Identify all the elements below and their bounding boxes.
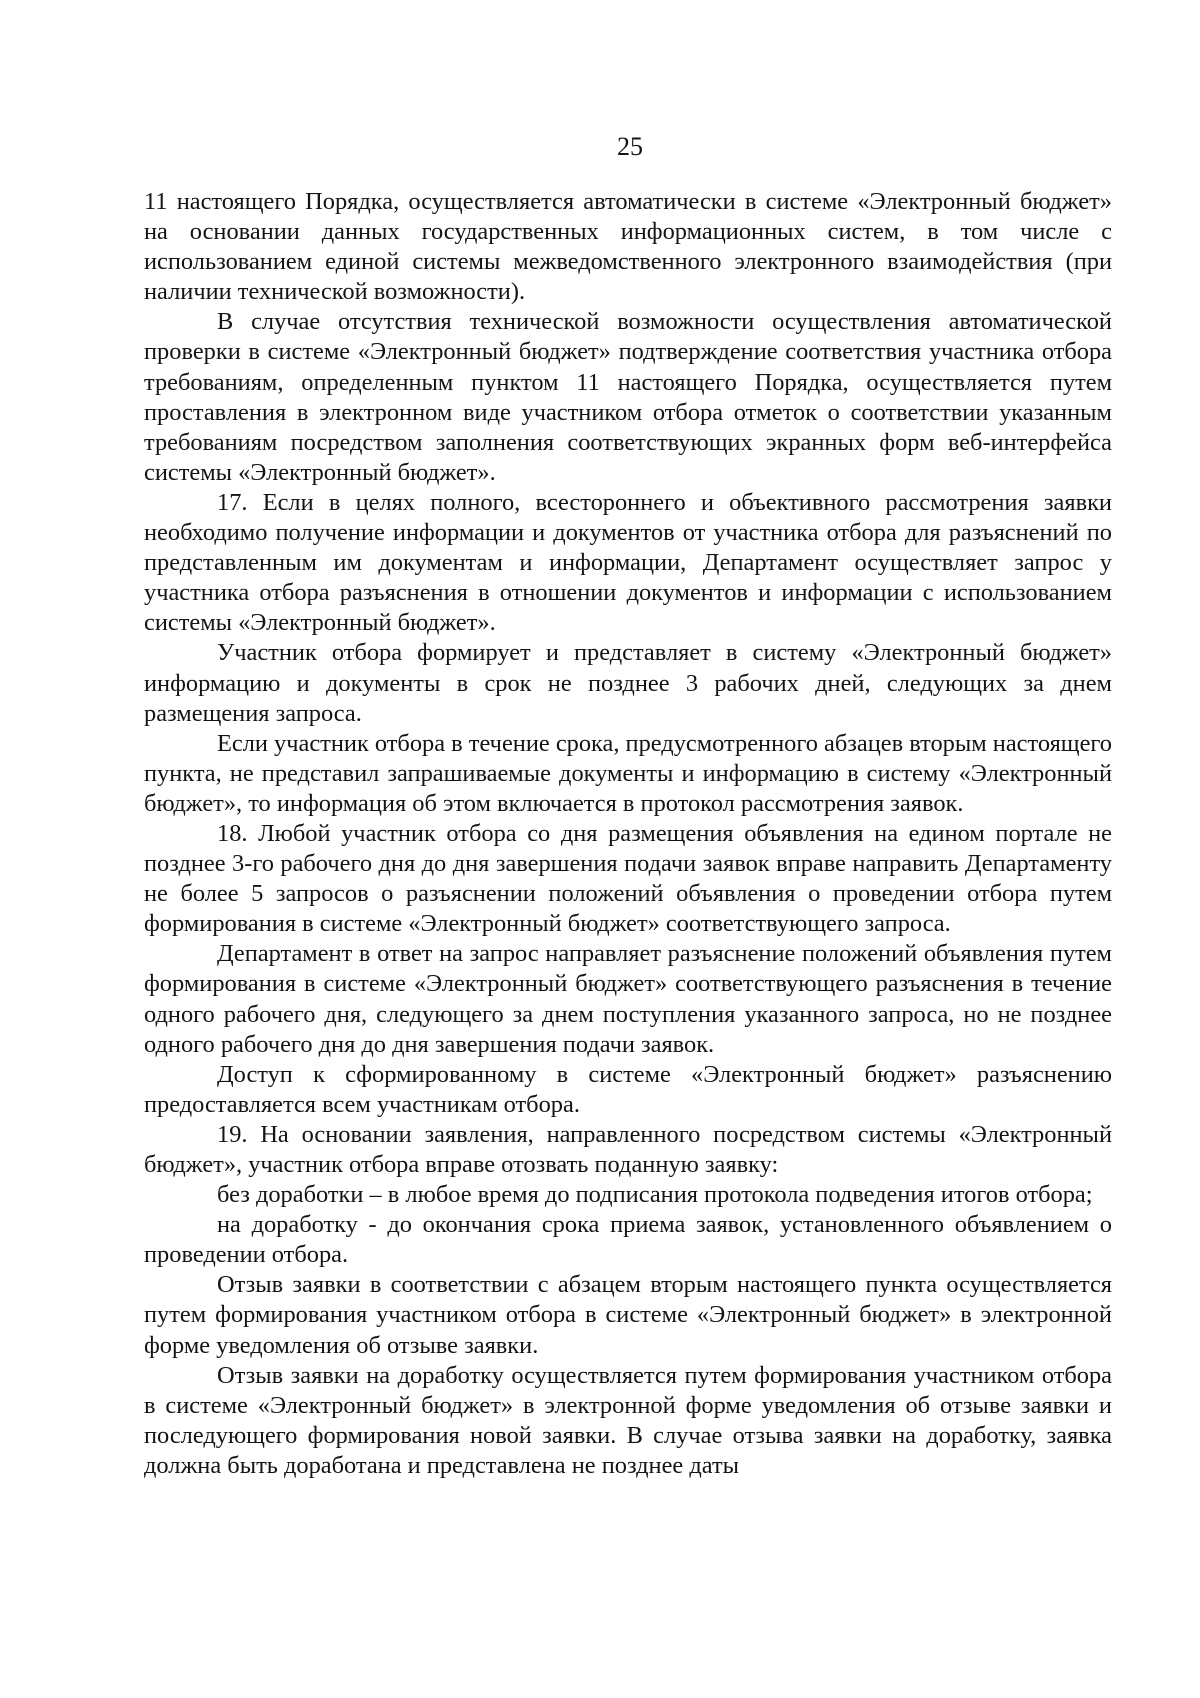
page-number: 25 xyxy=(617,132,643,161)
document-body xyxy=(144,187,1112,1481)
paragraph: Департамент в ответ на запрос направляет разъяснение положений объявления путем формирования в системе «Электронный бюджет» соответствующего разъяснения в течение одного рабочего дня, следующего за днем поступления указанного запроса, но не позднее одного рабочего дня до дня завершения подачи заявок. xyxy=(144,940,1112,1058)
paragraph: 19. На основании заявления, направленного посредством системы «Электронный бюджет», участник отбора вправе отозвать поданную заявку: xyxy=(144,1120,1112,1178)
paragraph: Отзыв заявки на доработку осуществляется путем формирования участником отбора в системе «Электронный бюджет» в электронной форме уведомления об отзыве заявки и последующего формирования новой заявки. В случае отзыва заявки на доработку, заявка должна быть доработана и представлена не позднее даты xyxy=(144,1361,1112,1479)
paragraph: 18. Любой участник отбора со дня размещения объявления на едином портале не позднее 3-го рабочего дня до дня завершения подачи заявок вправе направить Департаменту не более 5 запросов о разъяснении положений объявления о проведении отбора путем формирования в системе «Электронный бюджет» соответствующего запроса. xyxy=(144,819,1112,938)
paragraph: 11 настоящего Порядка, осуществляется автоматически в системе «Электронный бюджет» на основании данных государственных информационных систем, в том числе с использованием единой системы межведомственного электронного взаимодействия (при наличии технической возможности). xyxy=(144,188,1112,306)
paragraph: Доступ к сформированному в системе «Электронный бюджет» разъяснению предоставляется всем участникам отбора. xyxy=(144,1060,1112,1118)
paragraph: на доработку - до окончания срока приема заявок, установленного объявлением о проведении отбора. xyxy=(144,1211,1112,1269)
paragraph: В случае отсутствия технической возможности осуществления автоматической проверки в системе «Электронный бюджет» подтверждение соответствия участника отбора требованиям, определенным пунктом 11 настоящего Порядка, осуществляется путем проставления в электронном виде участником отбора отметок о соответствии указанным требованиям посредством заполнения соответствующих экранных форм веб-интерфейса системы «Электронный бюджет». xyxy=(144,308,1112,486)
paragraph: Участник отбора формирует и представляет в систему «Электронный бюджет» информацию и документы в срок не позднее 3 рабочих дней, следующих за днем размещения запроса. xyxy=(144,639,1112,727)
paragraph: 17. Если в целях полного, всестороннего и объективного рассмотрения заявки необходимо получение информации и документов от участника отбора для разъяснений по представленным им документам и информации, Департамент осуществляет запрос у участника отбора разъяснения в отношении документов и информации с использованием системы «Электронный бюджет». xyxy=(144,488,1112,637)
paragraph: Отзыв заявки в соответствии с абзацем вторым настоящего пункта осуществляется путем формирования участником отбора в системе «Электронный бюджет» в электронной форме уведомления об отзыве заявки. xyxy=(144,1271,1112,1359)
paragraph: без доработки – в любое время до подписания протокола подведения итогов отбора; xyxy=(217,1181,1093,1209)
paragraph: Если участник отбора в течение срока, предусмотренного абзацев вторым настоящего пункта, не представил запрашиваемые документы и информацию в систему «Электронный бюджет», то информация об этом включается в протокол рассмотрения заявок. xyxy=(144,729,1112,817)
